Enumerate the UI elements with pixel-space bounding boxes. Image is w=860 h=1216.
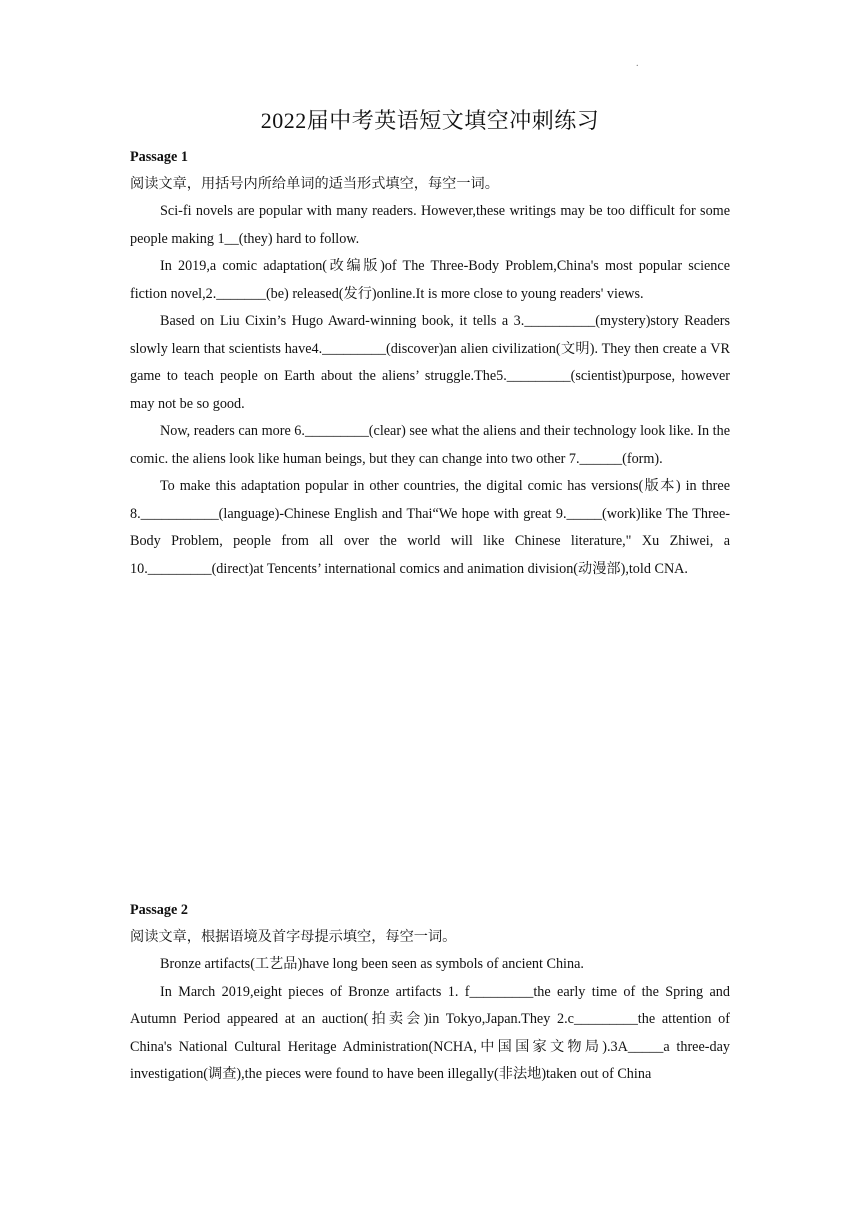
passage-2-instruction: 阅读文章，根据语境及首字母提示填空，每空一词。 — [130, 929, 457, 945]
passage-2-body — [130, 951, 730, 1089]
passage-1-instruction: 阅读文章，用括号内所给单词的适当形式填空，每空一词。 — [130, 176, 499, 192]
paragraph: Based on Liu Cixin’s Hugo Award-winning book, it tells a 3.__________(mystery)story Readers slowly learn that scientists have4._________(discover)an alien civilization(文明). They then create a VR game to teach people on Earth about the aliens’ struggle.The5._________(scientist)purpose, however may not be so good. — [130, 313, 730, 412]
paragraph: To make this adaptation popular in other countries, the digital comic has versions(版本) in three 8.___________(language)-Chinese English and Thai“We hope with great 9._____(work)like The Three-Body Problem, people from all over the world will like Chinese literature," Xu Zhiwei, a 10._________(direct)at Tencents’ international comics and animation division(动漫部),told CNA. — [130, 478, 730, 577]
passage-1 — [130, 144, 730, 583]
passage-1-heading: Passage 1 — [130, 149, 188, 165]
passage-2 — [130, 897, 730, 1089]
paragraph: In 2019,a comic adaptation(改编版)of The Three-Body Problem,China's most popular science fiction novel,2._______(be) released(发行)online.It is more close to young readers' views. — [130, 258, 730, 302]
page-mark: . — [636, 58, 639, 69]
paragraph: Bronze artifacts(工艺品)have long been seen as symbols of ancient China. — [160, 956, 584, 972]
document-title: 2022届中考英语短文填空冲刺练习 — [260, 108, 600, 133]
passage-2-heading: Passage 2 — [130, 902, 188, 918]
paragraph: Now, readers can more 6._________(clear) see what the aliens and their technology look like. In the comic. the aliens look like human beings, but they can change into two other 7.______(form). — [130, 423, 730, 467]
paragraph: Sci-fi novels are popular with many readers. However,these writings may be too difficult for some people making 1__(they) hard to follow. — [130, 203, 730, 247]
passage-1-body — [130, 198, 730, 583]
paragraph: In March 2019,eight pieces of Bronze artifacts 1. f_________the early time of the Spring and Autumn Period appeared at an auction(拍卖会)in Tokyo,Japan.They 2.c_________the attention of China's National Cultural Heritage Administration(NCHA,中国国家文物局).3A_____a three-day investigation(调查),the pieces were found to have been illegally(非法地)taken out of China — [130, 983, 730, 1082]
